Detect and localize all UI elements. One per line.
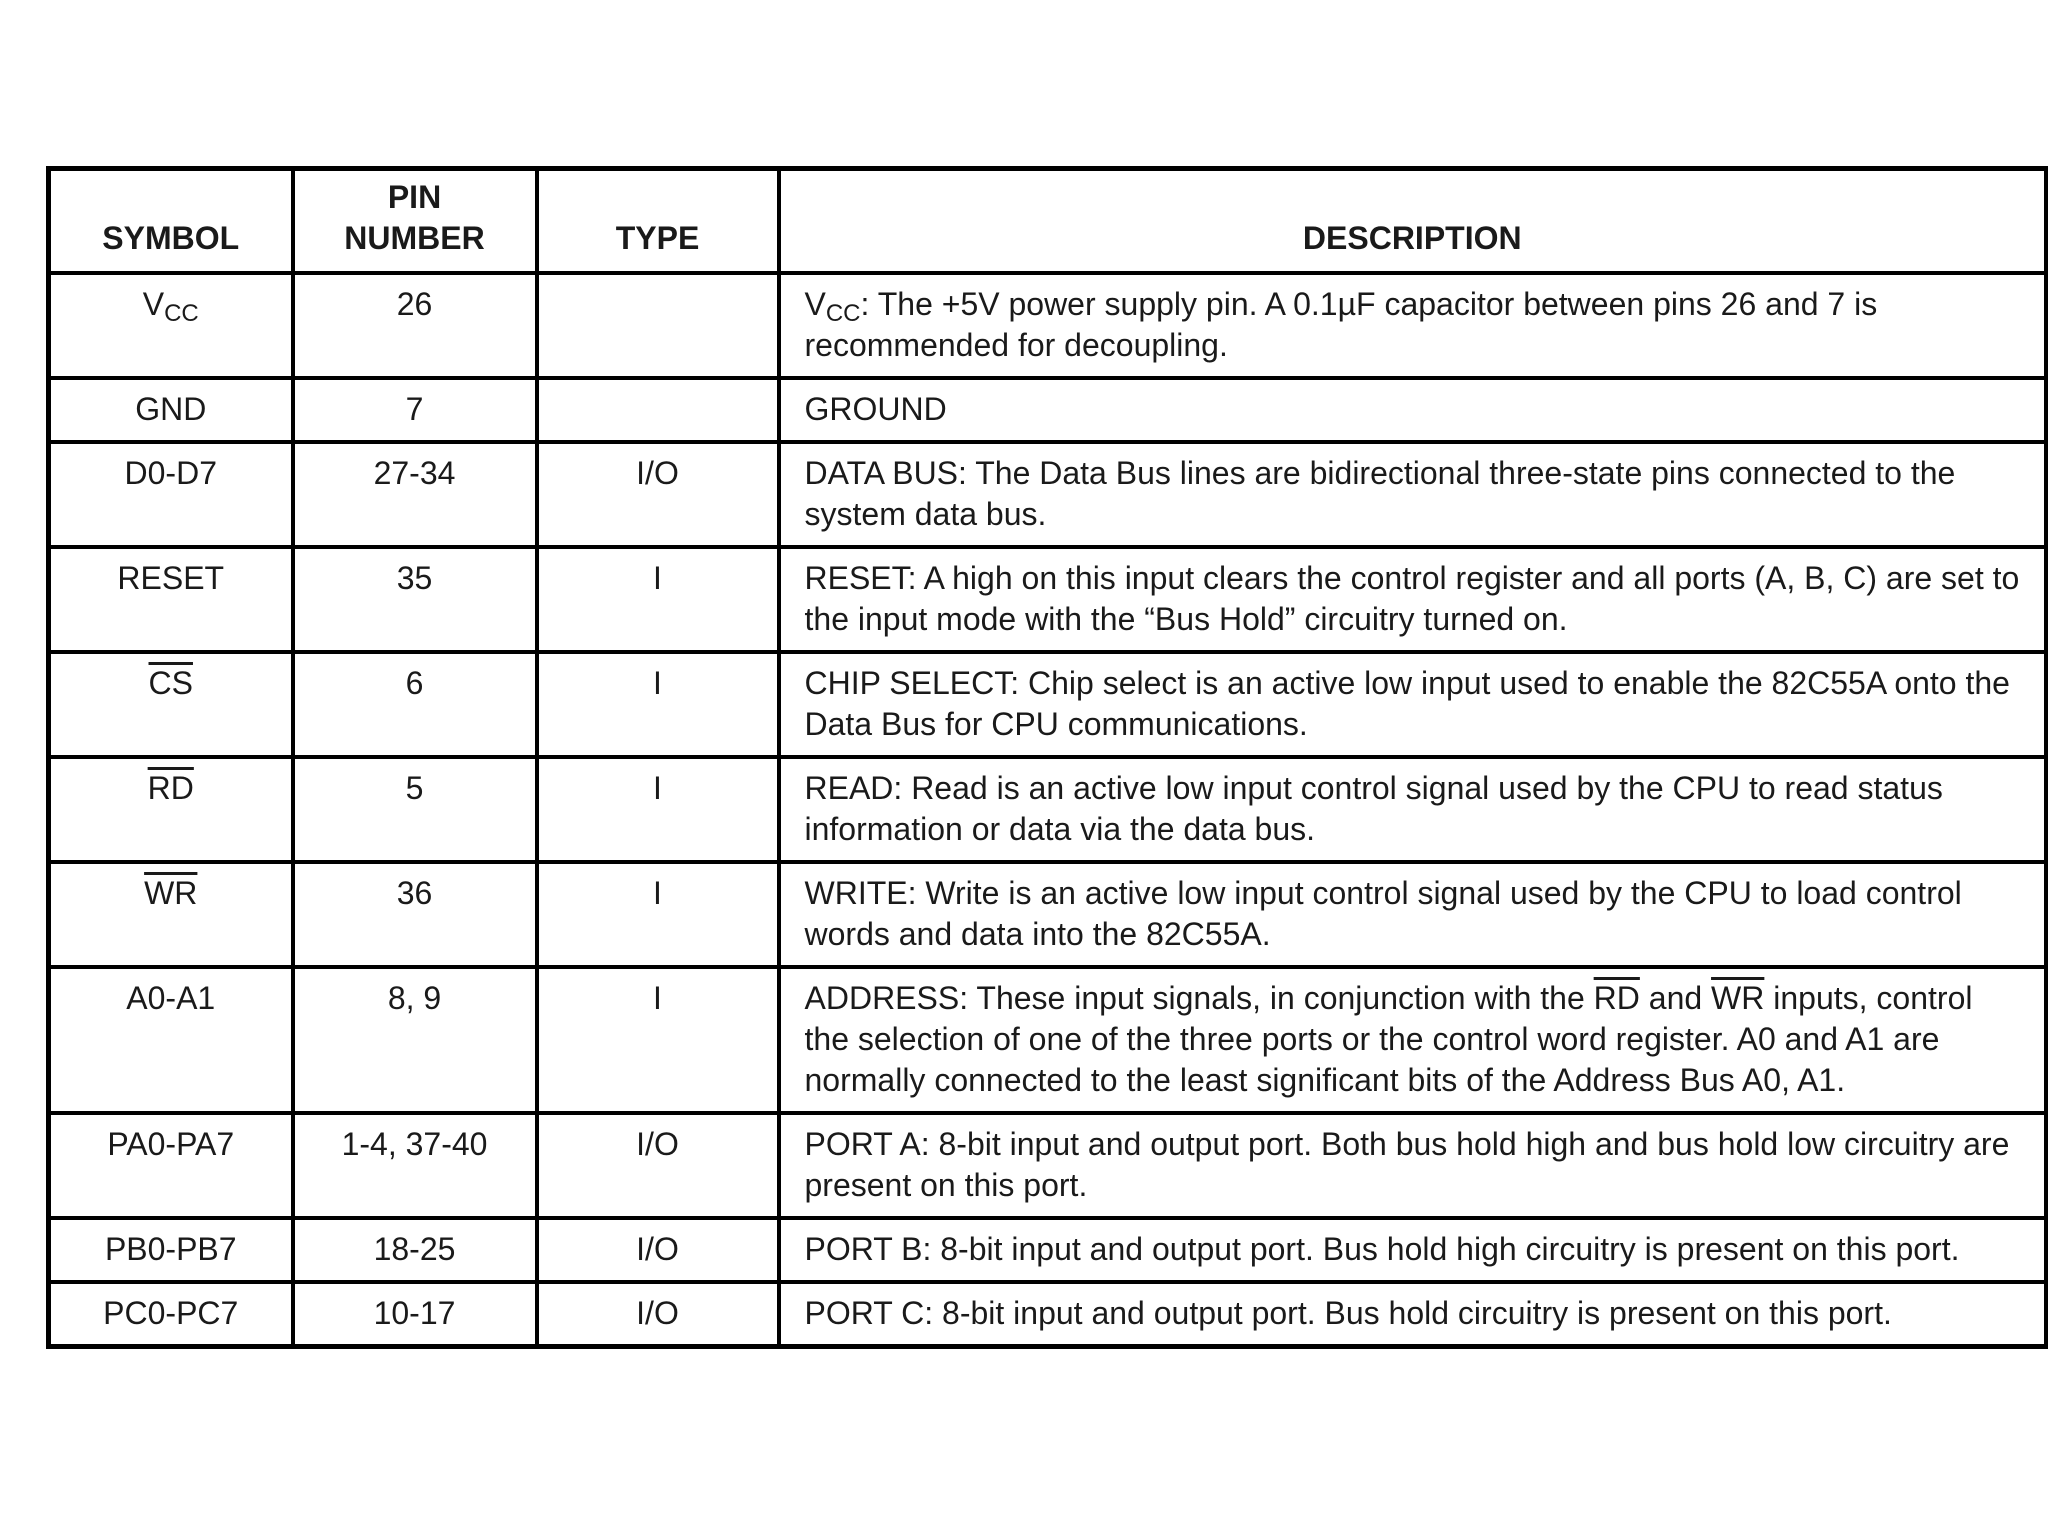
description-cell: GROUND [779,378,2047,442]
description-cell: ADDRESS: These input signals, in conjunction with the $\overline{RD}$ and $\overline{WR}$ inputs, control the selection of one of the three ports or the control word register. A0 and A1 are normally connected to the least significant bits of the Address Bus A0, A1. [779,967,2047,1113]
symbol-cell: $V_{CC}$ [49,273,293,378]
description-cell: DATA BUS: The Data Bus lines are bidirectional three-state pins connected to the system data bus. [779,442,2047,547]
description-cell: CHIP SELECT: Chip select is an active low input used to enable the 82C55A onto the Data Bus for CPU communications. [779,652,2047,757]
active-low-symbol: $\overline{WR}$ [1711,980,1765,1016]
symbol-cell: D0-D7 [49,442,293,547]
pin-cell: 8, 9 [293,967,537,1113]
table-row [49,378,2047,442]
pin-cell: 1-4, 37-40 [293,1113,537,1218]
description-cell: $V_{CC}$: The +5V power supply pin. A 0.1µF capacitor between pins 26 and 7 is recommended for decoupling. [779,273,2047,378]
type-cell: I/O [537,1282,779,1347]
symbol-cell: GND [49,378,293,442]
pin-cell: 36 [293,862,537,967]
symbol-cell: PA0-PA7 [49,1113,293,1218]
description-cell: PORT A: 8-bit input and output port. Both bus hold high and bus hold low circuitry are present on this port. [779,1113,2047,1218]
pin-cell: 5 [293,757,537,862]
header-symbol: SYMBOL [49,169,293,274]
type-cell: I/O [537,1113,779,1218]
symbol-cell: PC0-PC7 [49,1282,293,1347]
table-row [49,1218,2047,1282]
pin-cell: 10-17 [293,1282,537,1347]
pin-cell: 26 [293,273,537,378]
header-description: DESCRIPTION [779,169,2047,274]
type-cell: I [537,862,779,967]
symbol-cell [49,757,293,862]
description-cell: PORT C: 8-bit input and output port. Bus hold circuitry is present on this port. [779,1282,2047,1347]
description-cell: WRITE: Write is an active low input control signal used by the CPU to load control words and data into the 82C55A. [779,862,2047,967]
pin-description-table [46,166,2048,1349]
description-cell: READ: Read is an active low input control signal used by the CPU to read status information or data via the data bus. [779,757,2047,862]
active-low-symbol: $\overline{RD}$ [1593,980,1640,1016]
header-type: TYPE [537,169,779,274]
pin-cell: 7 [293,378,537,442]
table-row [49,547,2047,652]
pin-cell: 35 [293,547,537,652]
table-row [49,1282,2047,1347]
symbol-cell [49,652,293,757]
symbol-cell [49,862,293,967]
symbol-cell: PB0-PB7 [49,1218,293,1282]
pin-cell: 27-34 [293,442,537,547]
table-row [49,967,2047,1113]
table-row [49,862,2047,967]
header-pin-number-line1: PIN [387,179,442,215]
table-row [49,442,2047,547]
symbol-cell: A0-A1 [49,967,293,1113]
header-pin-number [293,169,537,274]
header-pin-number-line2: NUMBER [344,220,485,256]
type-cell [537,378,779,442]
type-cell: I/O [537,1218,779,1282]
type-cell [537,273,779,378]
type-cell: I [537,757,779,862]
table-row [49,1113,2047,1218]
active-low-symbol: $\overline{CS}$ [148,665,193,701]
type-cell: I [537,547,779,652]
table-row [49,273,2047,378]
type-cell: I/O [537,442,779,547]
pin-cell: 18-25 [293,1218,537,1282]
description-cell: RESET: A high on this input clears the control register and all ports (A, B, C) are set to the input mode with the “Bus Hold” circuitry turned on. [779,547,2047,652]
table-row [49,757,2047,862]
table-header-row [49,169,2047,274]
pin-cell: 6 [293,652,537,757]
active-low-symbol: $\overline{RD}$ [147,770,194,806]
type-cell: I [537,967,779,1113]
active-low-symbol: $\overline{WR}$ [144,875,198,911]
symbol-cell: RESET [49,547,293,652]
table-row [49,652,2047,757]
type-cell: I [537,652,779,757]
description-cell: PORT B: 8-bit input and output port. Bus hold high circuitry is present on this port. [779,1218,2047,1282]
